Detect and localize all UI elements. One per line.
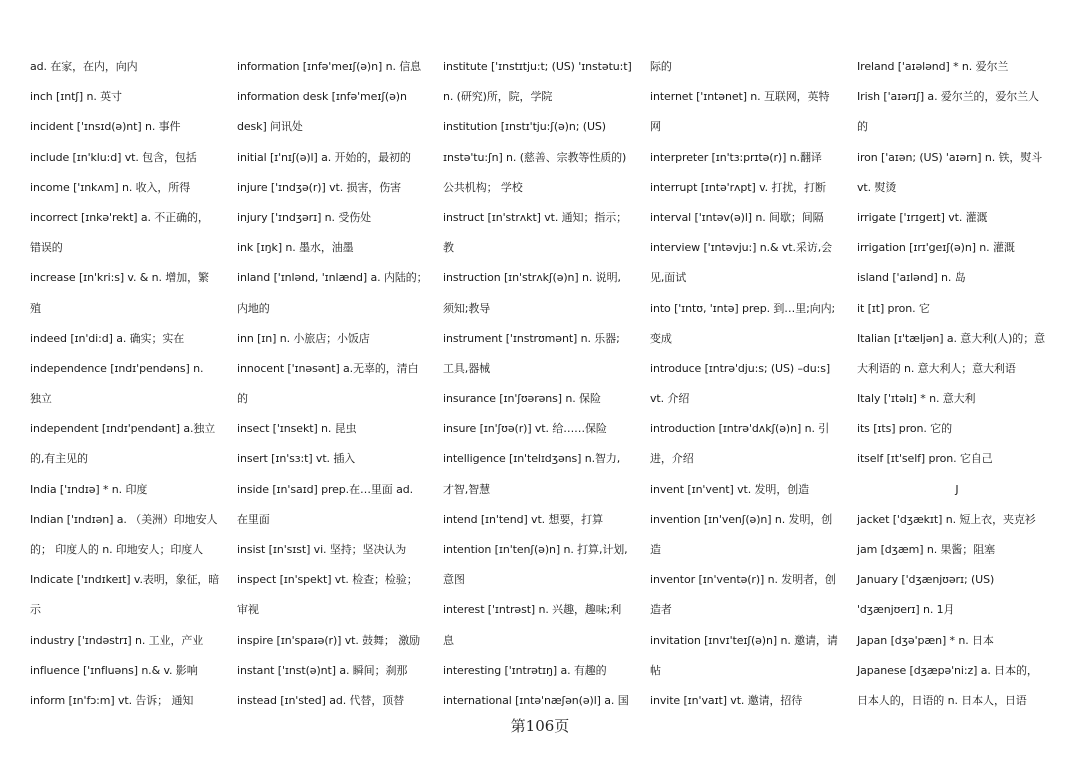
entry-line: 见,面试 [650, 271, 687, 285]
entry-line: invent [ɪn'vent] vt. 发明，创造 [650, 482, 810, 496]
entry-line: inn [ɪn] n. 小旅店；小饭店 [237, 331, 370, 345]
entry-line: instruction [ɪn'strʌkʃ(ə)n] n. 说明, [443, 271, 621, 285]
entry-line: vt. 介绍 [650, 392, 690, 406]
entry-line: incorrect [ɪnkə'rekt] a. 不正确的， [30, 210, 209, 224]
page-number: 第106页 [510, 717, 570, 735]
entry-line: 造者 [650, 603, 672, 617]
entry-line: 的； 印度人的 n. 印地安人；印度人 [30, 543, 204, 556]
entry-line: 大利语的 n. 意大利人；意大利语 [857, 361, 1016, 375]
entry-line: 'dʒænjʊerɪ] n. 1月 [857, 603, 955, 617]
entry-line: Indian ['ɪndɪən] a. （美洲）印地安人 [30, 512, 218, 526]
entry-line: insert [ɪn'sɜ:t] vt. 插入 [237, 452, 356, 466]
entry-line: information [ɪnfə'meɪʃ(ə)n] n. 信息 [237, 60, 422, 73]
entry-line: 工具,器械 [443, 361, 490, 375]
entry-line: interest ['ɪntrəst] n. 兴趣，趣味;利 [443, 603, 622, 617]
entry-line: Japan [dʒə'pæn] * n. 日本 [857, 633, 994, 647]
entry-line: 息 [443, 633, 454, 647]
word-column-2 [237, 52, 437, 716]
entry-line: its [ɪts] pron. 它的 [857, 422, 952, 436]
entry-line: jacket ['dʒækɪt] n. 短上衣，夹克衫 [857, 512, 1036, 526]
entry-line: innocent ['ɪnəsənt] a.无辜的，清白 [237, 361, 419, 375]
entry-line: 的 [857, 120, 868, 134]
entry-line: inform [ɪn'fɔ:m] vt. 告诉； 通知 [30, 693, 194, 707]
entry-line: 才智,智慧 [443, 482, 490, 496]
entry-line: 公共机构； 学校 [443, 180, 523, 194]
entry-line: incident ['ɪnsɪd(ə)nt] n. 事件 [30, 120, 181, 134]
entry-line: independent [ɪndɪ'pendənt] a.独立 [30, 422, 216, 436]
entry-line: insist [ɪn'sɪst] vi. 坚持；坚决认为 [237, 543, 407, 556]
entry-line: intend [ɪn'tend] vt. 想要，打算 [443, 512, 603, 526]
entry-line: inch [ɪntʃ] n. 英寸 [30, 90, 122, 104]
entry-line: 网 [650, 120, 661, 134]
entry-line: inventor [ɪn'ventə(r)] n. 发明者，创 [650, 573, 836, 587]
entry-line: interesting ['ɪntrətɪŋ] a. 有趣的 [443, 663, 607, 677]
entry-line: Ireland ['aɪələnd] * n. 爱尔兰 [857, 60, 1009, 73]
entry-line: influence ['ɪnfluəns] n.& v. 影响 [30, 663, 198, 677]
entry-line: interview ['ɪntəvju:] n.& vt.采访,会 [650, 241, 833, 255]
entry-line: invitation [ɪnvɪ'teɪʃ(ə)n] n. 邀请，请 [650, 633, 838, 647]
entry-line: 殖 [30, 301, 41, 315]
entry-line: Irish ['aɪərɪʃ] a. 爱尔兰的，爱尔兰人 [857, 90, 1039, 104]
entry-line: irrigation [ɪrɪ'geɪʃ(ə)n] n. 灌溉 [857, 241, 1015, 255]
entry-line: Japanese [dʒæpə'ni:z] a. 日本的， [857, 663, 1038, 677]
entry-line: January ['dʒænjʊərɪ; (US) [857, 573, 995, 587]
entry-line: inspect [ɪn'spekt] vt. 检查；检验； [237, 573, 418, 587]
entry-line: independence [ɪndɪ'pendəns] n. [30, 361, 204, 375]
entry-line: Indicate ['ɪndɪkeɪt] v.表明，象征，暗 [30, 573, 220, 587]
entry-line: include [ɪn'klu:d] vt. 包含，包括 [30, 150, 197, 164]
entry-line: inland ['ɪnlənd, 'ɪnlænd] a. 内陆的； [237, 271, 428, 285]
entry-line: institution [ɪnstɪ'tju:ʃ(ə)n; (US) [443, 120, 606, 134]
entry-line: Italy ['ɪtəlɪ] * n. 意大利 [857, 392, 976, 406]
entry-line: 须知;教导 [443, 301, 491, 315]
entry-line: 审视 [237, 603, 259, 617]
entry-line: 错误的 [30, 241, 63, 255]
entry-line: island ['aɪlənd] n. 岛 [857, 271, 966, 285]
entry-line: insure [ɪn'ʃʊə(r)] vt. 给……保险 [443, 422, 607, 436]
entry-line: 内地的 [237, 301, 270, 315]
entry-line: inspire [ɪn'spaɪə(r)] vt. 鼓舞； 激励 [237, 633, 421, 647]
entry-line: invention [ɪn'venʃ(ə)n] n. 发明，创 [650, 512, 833, 526]
entry-line: 意图 [443, 573, 465, 587]
entry-line: interval ['ɪntəv(ə)l] n. 间歇；间隔 [650, 210, 824, 224]
entry-line: ad. 在家，在内，向内 [30, 60, 138, 73]
word-column-3 [443, 52, 643, 716]
entry-line: Italian [ɪ'tæljən] a. 意大利(人)的；意 [857, 331, 1045, 345]
entry-line: institute ['ɪnstɪtju:t; (US) 'ɪnstətu:t] [443, 60, 632, 73]
entry-line: n. (研究)所，院，学院 [443, 90, 553, 104]
entry-line: 造 [650, 543, 661, 556]
entry-line: 进，介绍 [650, 452, 694, 466]
entry-line: instant ['ɪnst(ə)nt] a. 瞬间；刹那 [237, 663, 408, 677]
entry-line: 帖 [650, 663, 661, 677]
entry-line: injury ['ɪndʒərɪ] n. 受伤处 [237, 210, 372, 224]
entry-line: jam [dʒæm] n. 果酱；阻塞 [857, 543, 996, 556]
entry-line: into ['ɪntʊ, 'ɪntə] prep. 到…里;向内; [650, 301, 836, 315]
entry-line: instruct [ɪn'strʌkt] vt. 通知；指示； [443, 210, 628, 224]
entry-line: India ['ɪndɪə] * n. 印度 [30, 482, 148, 496]
entry-line: itself [ɪt'self] pron. 它自己 [857, 452, 993, 466]
entry-line: 际的 [650, 60, 672, 73]
entry-line: it [ɪt] pron. 它 [857, 301, 930, 315]
entry-line: 日本人的，日语的 n. 日本人，日语 [857, 693, 1027, 707]
entry-line: 的,有主见的 [30, 452, 88, 466]
entry-line: interpreter [ɪn'tɜ:prɪtə(r)] n.翻译 [650, 150, 822, 164]
entry-line: 教 [443, 241, 454, 255]
entry-line: international [ɪntə'næʃən(ə)l] a. 国 [443, 693, 629, 707]
entry-line: initial [ɪ'nɪʃ(ə)l] a. 开始的，最初的 [237, 150, 411, 164]
entry-line: 在里面 [237, 512, 270, 526]
entry-line: irrigate ['ɪrɪgeɪt] vt. 灌溉 [857, 210, 988, 224]
entry-line: J [955, 482, 959, 496]
entry-line: interrupt [ɪntə'rʌpt] v. 打扰，打断 [650, 180, 826, 194]
entry-line: ink [ɪŋk] n. 墨水，油墨 [237, 241, 354, 255]
entry-line: indeed [ɪn'di:d] a. 确实；实在 [30, 331, 185, 345]
entry-line: insurance [ɪn'ʃʊərəns] n. 保险 [443, 392, 601, 406]
entry-line: introduce [ɪntrə'dju:s; (US) –du:s] [650, 361, 831, 375]
entry-line: increase [ɪn'kri:s] v. & n. 增加，繁 [30, 271, 209, 285]
entry-line: intelligence [ɪn'telɪdʒəns] n.智力, [443, 452, 621, 466]
entry-line: ɪnstə'tu:ʃn] n. (慈善、宗教等性质的) [443, 150, 627, 164]
entry-line: income ['ɪnkʌm] n. 收入，所得 [30, 180, 191, 194]
entry-line: information desk [ɪnfə'meɪʃ(ə)n [237, 90, 407, 104]
entry-line: insect ['ɪnsekt] n. 昆虫 [237, 422, 357, 436]
word-column-5 [857, 52, 1057, 716]
entry-line: 示 [30, 603, 41, 617]
entry-line: inside [ɪn'saɪd] prep.在…里面 ad. [237, 482, 413, 496]
entry-line: vt. 熨烫 [857, 180, 897, 194]
entry-line: 变成 [650, 331, 672, 345]
entry-line: iron ['aɪən; (US) 'aɪərn] n. 铁，熨斗 [857, 150, 1043, 164]
entry-line: industry ['ɪndəstrɪ] n. 工业，产业 [30, 633, 204, 647]
entry-line: intention [ɪn'tenʃ(ə)n] n. 打算,计划, [443, 543, 628, 556]
entry-line: internet ['ɪntənet] n. 互联网，英特 [650, 90, 830, 104]
entry-line: injure ['ɪndʒə(r)] vt. 损害，伤害 [237, 180, 401, 194]
entry-line: introduction [ɪntrə'dʌkʃ(ə)n] n. 引 [650, 422, 830, 436]
entry-line: 独立 [30, 392, 52, 406]
entry-line: instead [ɪn'sted] ad. 代替，顶替 [237, 693, 405, 707]
word-column-1 [30, 52, 230, 716]
entry-line: 的 [237, 392, 248, 406]
entry-line: invite [ɪn'vaɪt] vt. 邀请，招待 [650, 693, 803, 707]
entry-line: instrument ['ɪnstrʊmənt] n. 乐器; [443, 331, 620, 345]
word-column-4 [650, 52, 850, 716]
entry-line: desk] 问讯处 [237, 120, 303, 134]
